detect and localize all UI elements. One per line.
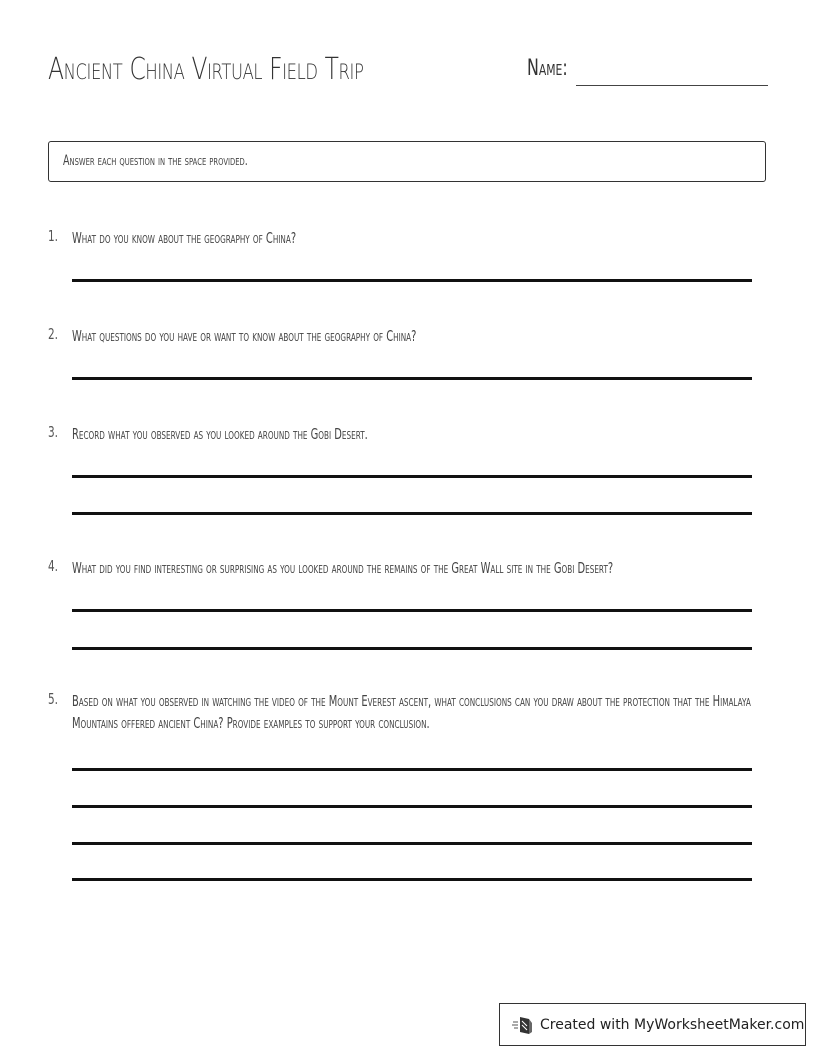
- name-field-line[interactable]: [576, 85, 768, 86]
- question-text: What did you find interesting or surprising as you looked around the remains of the Great Wall site in the Gobi Desert?: [72, 559, 614, 577]
- question-number: 1.: [48, 227, 59, 245]
- question-text: What questions do you have or want to know about the geography of China?: [72, 327, 417, 345]
- question-number: 2.: [48, 325, 59, 343]
- answer-line[interactable]: [72, 878, 752, 881]
- instructions-text: Answer each question in the space provided.: [63, 153, 248, 169]
- footer-text: Created with MyWorksheetMaker.com: [540, 1016, 805, 1033]
- question-text: Record what you observed as you looked around the Gobi Desert.: [72, 425, 368, 443]
- question-text: Based on what you observed in watching the video of the Mount Everest ascent, what conclusions can you draw about the protection that the Himalaya Mountains offered ancient China? Provide examples to support your conclusion.: [72, 692, 751, 732]
- question-number: 5.: [48, 690, 59, 708]
- answer-line[interactable]: [72, 377, 752, 380]
- footer-credit[interactable]: [499, 1003, 806, 1046]
- worksheet-title: Ancient China Virtual Field Trip: [48, 52, 364, 87]
- answer-line[interactable]: [72, 842, 752, 845]
- answer-line[interactable]: [72, 647, 752, 650]
- answer-line[interactable]: [72, 609, 752, 612]
- name-label: Name:: [527, 56, 568, 81]
- question-number: 4.: [48, 557, 59, 575]
- question-text: What do you know about the geography of China?: [72, 229, 297, 247]
- answer-line[interactable]: [72, 512, 752, 515]
- worksheet-maker-logo-icon: [512, 1014, 534, 1036]
- question-number: 3.: [48, 423, 59, 441]
- answer-line[interactable]: [72, 768, 752, 771]
- instructions-box: [48, 141, 766, 182]
- answer-line[interactable]: [72, 475, 752, 478]
- answer-line[interactable]: [72, 805, 752, 808]
- answer-line[interactable]: [72, 279, 752, 282]
